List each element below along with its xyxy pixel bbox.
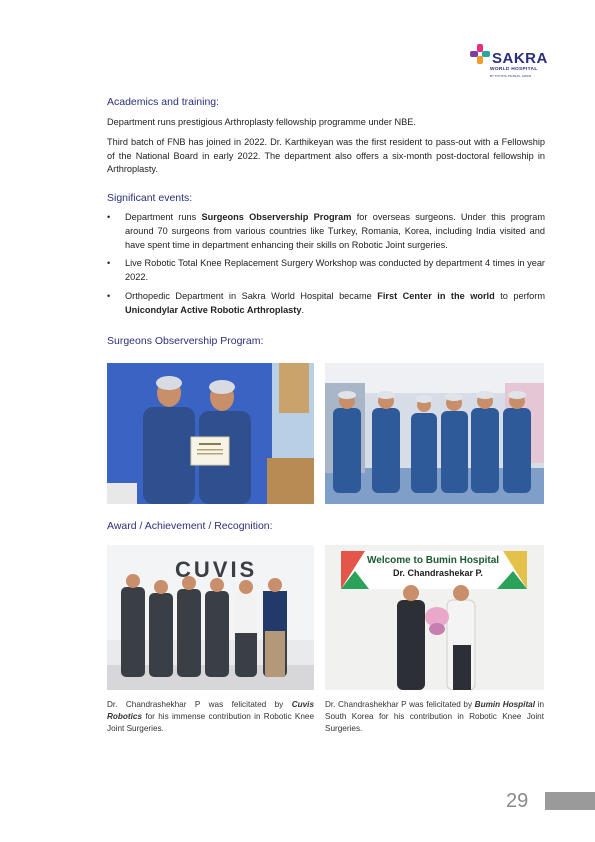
award-photo-bumin <box>325 545 544 690</box>
events-body <box>107 211 545 323</box>
academics-body <box>107 116 545 177</box>
observership-photo-group <box>325 363 544 504</box>
award-photo-cuvis <box>107 545 314 690</box>
events-list <box>107 211 545 318</box>
page-number-bar <box>545 792 595 810</box>
sakra-logo <box>470 42 548 82</box>
academics-heading: Academics and training: <box>107 96 220 108</box>
observership-heading: Surgeons Observership Program: <box>107 335 264 347</box>
logo-subtitle: WORLD HOSPITAL <box>490 67 538 72</box>
list-item: • Orthopedic Department in Sakra World Hospital became First Center in the world to perform Unicondylar Active Robotic Arthroplasty. <box>107 290 545 318</box>
sakra-cross-icon <box>470 44 490 66</box>
academics-para-2: Third batch of FNB has joined in 2022. Dr. Karthikeyan was the first resident to pass-out with a Fellowship of the National Board in early 2022. The department also offers a six-month post-doctoral fellowship in Arthroplasty. <box>107 136 545 175</box>
logo-tagline: BY TOYOTA TSUSHO, JAPAN <box>490 74 532 78</box>
caption-cuvis: Dr. Chandrashekhar P was felicitated by Cuvis Robotics for his immense contribution in Robotic Knee Joint Surgeries. <box>107 700 314 733</box>
list-item: • Live Robotic Total Knee Replacement Surgery Workshop was conducted by department 4 times in year 2022. <box>107 257 545 285</box>
list-item: • Department runs Surgeons Observership Program for overseas surgeons. Under this program around 70 surgeons from various countries like Turkey, Romania, Korea, including India visited and have spent time in department enhancing their skills on Robotic Joint surgeries. <box>107 211 545 252</box>
cuvis-sign: CUVIS <box>175 557 258 582</box>
caption-bumin: Dr. Chandrashekhar P was felicitated by Bumin Hospital in South Korea for his contribution in Robotic Knee Joint Surgeries. <box>325 700 544 733</box>
page-number: 29 <box>506 790 529 812</box>
logo-brand: SAKRA <box>492 50 548 67</box>
observership-photo-certificate <box>107 363 314 504</box>
bumin-banner-name: Dr. Chandrashekar P. <box>393 568 483 578</box>
bumin-banner-title: Welcome to Bumin Hospital <box>367 555 500 566</box>
academics-para-1: Department runs prestigious Arthroplasty fellowship programme under NBE. <box>107 117 416 127</box>
award-heading: Award / Achievement / Recognition: <box>107 520 273 532</box>
events-heading: Significant events: <box>107 192 193 204</box>
